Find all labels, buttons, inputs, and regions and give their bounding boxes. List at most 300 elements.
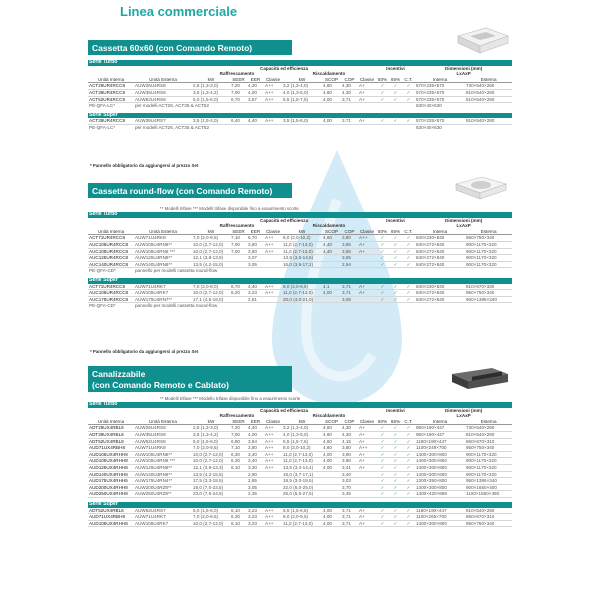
table-cell: A+ [358, 431, 376, 438]
group-heating: Riscaldamento [312, 71, 346, 77]
table-cell: 7,20 [230, 425, 247, 432]
table-cell [230, 255, 247, 262]
check-icon: ✓ [402, 520, 415, 527]
table-cell: 4,15 [341, 438, 358, 445]
table-cell: 6,20 [230, 290, 247, 297]
table-cell [358, 255, 376, 262]
table-cell: 840×272×840 [415, 248, 465, 255]
outdoor-unit-cell: AUW71U4RK7 [134, 514, 192, 521]
check-icon: ✓ [376, 89, 389, 96]
indoor-unit-cell: ACT35UR4RCC8 [88, 89, 134, 96]
check-icon: ✓ [376, 235, 389, 242]
table-cell: 1100×265×700 [415, 514, 465, 521]
col-header: COP [341, 419, 358, 425]
table-cell: A++ [264, 425, 282, 432]
indoor-unit-cell: AUD105UX4RHH8 [88, 520, 134, 527]
table-cell: A+ [358, 438, 376, 445]
table-cell: 3,71 [341, 508, 358, 514]
table-cell: 12,1 (3,9-13,3) [192, 464, 230, 471]
table-cell: 2,94 [341, 261, 358, 268]
col-header: Unità Interna [88, 229, 134, 235]
table-cell: 23,0 (7,5-24,5) [192, 491, 230, 498]
check-icon: ✓ [376, 520, 389, 527]
table-cell: 12,1 (3,8-13,9) [192, 255, 230, 262]
table-cell: 730×540×260 [465, 83, 512, 90]
check-icon: ✓ [402, 425, 415, 432]
table-cell: 4,60 [322, 235, 341, 242]
col-header: Classe [359, 228, 375, 234]
table-cell: 11,0 (2,7-13,0) [282, 520, 322, 527]
indoor-unit-cell: ACT35UR4RCC8 [88, 118, 134, 124]
indoor-unit-cell: AUC140UR4RCC8 [88, 261, 134, 268]
col-header: SCOP [322, 229, 341, 235]
group-incentives: Incentivi [386, 65, 405, 71]
table-cell [230, 491, 247, 498]
spec-table [88, 212, 512, 309]
table-cell: 4,00 [247, 431, 264, 438]
table-row [88, 445, 512, 452]
panel-note: pannello per modelli cassetta round-flow [135, 268, 218, 274]
table-cell: 5,0 (1,5-6,0) [192, 508, 230, 514]
table-cell [264, 484, 282, 491]
check-icon: ✓ [402, 290, 415, 297]
check-icon: ✓ [376, 451, 389, 458]
table-cell: 730×540×260 [465, 425, 512, 432]
col-header: SCOP [322, 77, 341, 83]
table-cell: 4,30 [341, 431, 358, 438]
table-row [88, 484, 512, 491]
table-cell: 18,5 (3,0-19,5) [282, 478, 322, 485]
section-banner: Canalizzabile (con Comando Remoto e Cablato) [88, 366, 292, 392]
check-icon: ✓ [389, 83, 402, 90]
table-cell: 1300×350×800 [415, 478, 465, 485]
col-header: Interna [415, 419, 465, 425]
outdoor-unit-cell: AUW105U4RK7 [134, 520, 192, 527]
col-header: Classe [265, 76, 281, 82]
indoor-unit-cell: AUD71UX4RBH8 [88, 445, 134, 452]
table-cell: 900×1386×340 [465, 296, 512, 303]
series-title: Serie Turbo [88, 60, 512, 66]
check-icon: ✓ [402, 83, 415, 90]
indoor-unit-cell: AUD140UX4RHH8 [88, 471, 134, 478]
group-capacity: Capacità ed efficienza [260, 65, 308, 71]
table-cell: 3,71 [341, 520, 358, 527]
table-cell: 6,70 [230, 284, 247, 290]
table-cell: 7,00 [230, 89, 247, 96]
check-icon: ✓ [402, 431, 415, 438]
table-cell: 860×670×310 [465, 438, 512, 445]
check-icon: ✓ [402, 484, 415, 491]
table-cell: A+ [358, 83, 376, 90]
group-cooling: Raffrescamento [219, 223, 255, 229]
table-cell: 3,05 [247, 261, 264, 268]
check-icon: ✓ [376, 290, 389, 297]
table-cell: 3,80 [341, 235, 358, 242]
check-icon: ✓ [402, 451, 415, 458]
col-header: EER [247, 419, 264, 425]
table-cell: 3,80 [247, 241, 264, 248]
table-cell: 3,5 (1,3-4,2) [192, 431, 230, 438]
table-cell [264, 491, 282, 498]
table-cell: 6,30 [230, 514, 247, 521]
table-cell: 3,71 [341, 96, 358, 103]
table-cell: 900×1170×320 [465, 451, 512, 458]
table-cell: 7,20 [230, 83, 247, 90]
table-cell: 3,41 [341, 464, 358, 471]
table-cell [322, 491, 341, 498]
col-header: C.T. [402, 229, 415, 235]
group-capacity: Capacità ed efficienza [260, 217, 308, 223]
table-cell: 3,80 [247, 248, 264, 255]
check-icon: ✓ [376, 484, 389, 491]
table-cell: 13,5 (3,4-14,4) [282, 464, 322, 471]
check-icon: ✓ [376, 478, 389, 485]
indoor-unit-cell: AUD105UX4RHH8 [88, 458, 134, 465]
col-header: Esterna [465, 229, 512, 235]
table-cell: A++ [264, 445, 282, 452]
table-cell: 950×190×447 [415, 425, 465, 432]
table-cell: 3,2 (1,3-4,0) [282, 425, 322, 432]
table-cell: A++ [264, 458, 282, 465]
table-cell: 4,0 (1,3-5,0) [282, 431, 322, 438]
table-cell: 8,0 (2,0-9,5) [282, 514, 322, 521]
indoor-unit-cell: AUC105UR4RCC8 [88, 290, 134, 297]
col-header: SCOP [322, 419, 341, 425]
table-cell: 6,80 [230, 438, 247, 445]
col-header: 65% [390, 76, 401, 82]
table-cell: 3,5 (1,5-6,0) [282, 118, 322, 124]
table-cell: 3,40 [247, 451, 264, 458]
table-cell: 10,0 (2,7-12,0) [192, 248, 230, 255]
table-cell: 3,65 [341, 255, 358, 262]
check-icon: ✓ [402, 464, 415, 471]
check-icon: ✓ [376, 514, 389, 521]
outdoor-unit-cell: AUW71U4RK7 [134, 284, 192, 290]
table-cell: 13,5 (3,5-14,5) [282, 255, 322, 262]
table-cell: 1400×300×800 [415, 484, 465, 491]
section-banner: Cassetta round-flow (con Comando Remoto) [88, 183, 292, 198]
table-cell [358, 491, 376, 498]
table-cell: 4,00 [247, 89, 264, 96]
table-row [88, 89, 512, 96]
table-row [88, 255, 512, 262]
table-cell: 7,10 [230, 235, 247, 242]
table-cell: 3,30 [247, 464, 264, 471]
panel-size: 630×40×630 [416, 124, 442, 130]
table-cell: 4,00 [322, 451, 341, 458]
table-cell: 3,80 [341, 445, 358, 452]
table-cell: 17,5 (3,3-18,5) [192, 478, 230, 485]
table-row [88, 425, 512, 432]
table-cell: 4,1 [322, 284, 341, 290]
table-row [88, 296, 512, 303]
check-icon: ✓ [389, 478, 402, 485]
table-cell: 4,30 [341, 425, 358, 432]
table-cell: 1400×300×800 [415, 458, 465, 465]
table-cell: 810×540×280 [465, 508, 512, 514]
table-cell: 5,5 (1,5-6,5) [282, 508, 322, 514]
page-title: Linea commerciale [120, 4, 238, 19]
table-cell: 810×670×330 [465, 284, 512, 290]
table-cell [358, 261, 376, 268]
table-cell: 3,80 [341, 458, 358, 465]
table-cell: A+ [358, 425, 376, 432]
col-header: Classe [265, 418, 281, 424]
table-cell: 3,45 [341, 491, 358, 498]
check-icon: ✓ [389, 89, 402, 96]
col-header: EER [247, 229, 264, 235]
table-cell: A+ [358, 520, 376, 527]
table-cell: 11,0 (2,7-13,0) [282, 451, 322, 458]
check-icon: ✓ [402, 284, 415, 290]
check-icon: ✓ [389, 290, 402, 297]
table-cell [264, 296, 282, 303]
table-cell [358, 484, 376, 491]
col-header: Unità Esterna [134, 77, 192, 83]
table-cell: 6,10 [230, 520, 247, 527]
table-cell: 900×1170×320 [465, 241, 512, 248]
table-cell: A++ [358, 235, 376, 242]
table-cell: A++ [264, 520, 282, 527]
table-cell: A++ [264, 514, 282, 521]
check-icon: ✓ [402, 445, 415, 452]
outdoor-unit-cell: AUW52U4RS7 [134, 508, 192, 514]
check-icon: ✓ [389, 235, 402, 242]
table-cell: 3,70 [341, 484, 358, 491]
check-icon: ✓ [376, 284, 389, 290]
table-cell: 4,40 [247, 425, 264, 432]
table-cell: 840×230×840 [415, 284, 465, 290]
table-cell: 1100×1650×390 [465, 491, 512, 498]
indoor-unit-cell: AUD175UX4RHH5 [88, 478, 134, 485]
spec-table [88, 402, 512, 527]
table-cell: 4,00 [322, 96, 341, 103]
table-cell: 900×1170×320 [465, 255, 512, 262]
table-cell [322, 296, 341, 303]
table-row [88, 431, 512, 438]
table-cell: 7,0 (2,0-9,5) [192, 445, 230, 452]
table-cell: 11,0 (2,7-13,0) [282, 248, 322, 255]
indoor-unit-cell: AUD105UX4RHH8 [88, 451, 134, 458]
series-title: Serie Super [88, 278, 512, 284]
table-cell: 6,10 [230, 464, 247, 471]
table-cell: A+ [358, 514, 376, 521]
table-cell: 1180×190×447 [415, 438, 465, 445]
check-icon: ✓ [402, 458, 415, 465]
table-cell [264, 478, 282, 485]
table-cell [230, 484, 247, 491]
panel-size: 630×40×630 [416, 103, 442, 109]
table-cell: 950×190×447 [415, 431, 465, 438]
table-cell [322, 484, 341, 491]
table-cell: 3,07 [247, 255, 264, 262]
check-icon: ✓ [389, 296, 402, 303]
table-cell: A+ [358, 96, 376, 103]
check-icon: ✓ [389, 261, 402, 268]
check-icon: ✓ [402, 261, 415, 268]
table-cell [264, 261, 282, 268]
table-cell: 4,00 [322, 458, 341, 465]
panel-code: PE-QFA-CD* [89, 303, 116, 309]
table-row [88, 458, 512, 465]
table-cell: 7,00 [230, 431, 247, 438]
table-cell: 3,80 [247, 445, 264, 452]
col-header: EER [247, 77, 264, 83]
group-cooling: Raffrescamento [219, 71, 255, 77]
group-capacity: Capacità ed efficienza [260, 407, 308, 413]
check-icon: ✓ [376, 255, 389, 262]
col-header: SEER [230, 419, 247, 425]
outdoor-unit-cell: AUW52U4RS8 [134, 96, 192, 103]
check-icon: ✓ [376, 296, 389, 303]
table-cell: 4,30 [341, 89, 358, 96]
outdoor-unit-cell: AUW52U4RS8 [134, 438, 192, 445]
panel-code: PE-QFA-LC* [89, 124, 116, 130]
table-cell: 5,0 (1,5-6,0) [192, 438, 230, 445]
outdoor-unit-cell: AUW26U4RS8 [134, 425, 192, 432]
table-cell: 4,40 [247, 284, 264, 290]
check-icon: ✓ [376, 458, 389, 465]
round-flow-unit-image [450, 172, 510, 204]
section-banner: Cassetta 60x60 (con Comando Remoto) [88, 40, 292, 55]
table-cell: A++ [264, 241, 282, 248]
col-header: Classe [265, 228, 281, 234]
indoor-unit-cell: AUD250UX4RHH8 [88, 491, 134, 498]
check-icon: ✓ [376, 464, 389, 471]
table-cell: 2,35 [247, 491, 264, 498]
check-icon: ✓ [389, 425, 402, 432]
group-heating: Riscaldamento [312, 223, 346, 229]
table-cell: A+ [358, 464, 376, 471]
table-cell: 900×1170×320 [465, 458, 512, 465]
table-cell: 25,0 (6,5-27,5) [282, 491, 322, 498]
table-cell: 570×235×570 [415, 89, 465, 96]
indoor-unit-cell: AUD71UX4RBH8 [88, 514, 134, 521]
col-header: kW [282, 419, 322, 425]
table-cell: A++ [264, 451, 282, 458]
table-cell: 13,5 (4,2-15,0) [192, 261, 230, 268]
check-icon: ✓ [376, 96, 389, 103]
check-icon: ✓ [376, 431, 389, 438]
spec-table [88, 60, 512, 131]
group-dimensions: Dimensioni (mm) [444, 217, 483, 223]
indoor-unit-cell: AUD200UX4RHH8 [88, 484, 134, 491]
table-cell: 950×1386×340 [465, 478, 512, 485]
check-icon: ✓ [389, 451, 402, 458]
check-icon: ✓ [376, 83, 389, 90]
check-icon: ✓ [402, 491, 415, 498]
table-cell: 5,0 (1,5-6,0) [192, 96, 230, 103]
table-cell: 900×1650×400 [465, 484, 512, 491]
table-cell [230, 261, 247, 268]
outdoor-unit-cell: AUW26U4RS8 [134, 83, 192, 90]
table-cell: 6,10 [230, 508, 247, 514]
table-cell: A++ [264, 248, 282, 255]
table-cell: 6,30 [230, 451, 247, 458]
col-header: Esterna [465, 77, 512, 83]
table-cell: 3,71 [341, 284, 358, 290]
legend-note: ** Modelli trifase *** Modello trifase disponibile fino a esaurimento scorte [160, 396, 301, 401]
check-icon: ✓ [389, 520, 402, 527]
series-title: Serie Turbo [88, 212, 512, 218]
table-cell: 4,00 [322, 290, 341, 297]
table-cell [322, 255, 341, 262]
table-cell: 4,00 [322, 118, 341, 124]
table-row [88, 261, 512, 268]
outdoor-unit-cell: AUW140U4RN8** [134, 261, 192, 268]
outdoor-unit-cell: AUW35U4RS8 [134, 431, 192, 438]
col-header: Unità Esterna [134, 419, 192, 425]
table-cell: A++ [264, 235, 282, 242]
panel-note: per modelli ACT26, ACT35 & ACT52 [135, 124, 210, 130]
indoor-unit-cell: AUD125UX4RHH8 [88, 464, 134, 471]
check-icon: ✓ [402, 89, 415, 96]
group-dim-sub: LxAxP [456, 223, 471, 229]
table-cell: 1400×300×800 [415, 471, 465, 478]
table-cell: 7,0 (2,0-8,0) [192, 284, 230, 290]
check-icon: ✓ [402, 296, 415, 303]
table-cell: A+ [358, 451, 376, 458]
table-row [88, 471, 512, 478]
table-cell: 900×1170×320 [465, 248, 512, 255]
panel-code: PE-QFA-CD* [89, 268, 116, 274]
group-cooling: Raffrescamento [219, 413, 255, 419]
outdoor-unit-cell: AUW71U4RK8 [134, 235, 192, 242]
table-cell: 17,1 (4,5-18,0) [192, 296, 230, 303]
check-icon: ✓ [389, 445, 402, 452]
table-cell: 6,0 (2,0-10,2) [282, 235, 322, 242]
col-header: C.T. [402, 77, 415, 83]
table-cell: 3,5 (1,3-4,2) [192, 89, 230, 96]
table-cell: 3,2 (1,3-4,0) [282, 83, 322, 90]
table-cell: A+ [358, 118, 376, 124]
indoor-unit-cell: ACT52UR4RCC8 [88, 96, 134, 103]
table-cell: 4,60 [322, 438, 341, 445]
table-cell: 860×670×310 [465, 514, 512, 521]
ducted-unit-image [448, 364, 512, 394]
col-header: kW [192, 419, 230, 425]
indoor-unit-cell: AUC105UR4RCC8 [88, 248, 134, 255]
table-cell: A++ [358, 445, 376, 452]
table-cell: 840×272×840 [415, 241, 465, 248]
table-cell: 3,23 [247, 508, 264, 514]
table-cell: 10,0 (2,7-12,0) [192, 241, 230, 248]
check-icon: ✓ [389, 458, 402, 465]
check-icon: ✓ [376, 241, 389, 248]
check-icon: ✓ [376, 248, 389, 255]
table-cell: 3,23 [247, 290, 264, 297]
table-cell [322, 478, 341, 485]
table-cell: 7,10 [230, 445, 247, 452]
group-heating: Riscaldamento [312, 413, 346, 419]
panel-note: per modelli ACT26, ACT35 & ACT52 [135, 103, 210, 109]
table-cell: 3,05 [341, 296, 358, 303]
table-cell: 4,00 [322, 508, 341, 514]
col-header: 65% [390, 418, 401, 424]
table-cell: 950×750×340 [465, 520, 512, 527]
col-header: Unità Esterna [134, 229, 192, 235]
col-header: kW [282, 229, 322, 235]
check-icon: ✓ [402, 438, 415, 445]
footnote: * Pannello obbligatorio da aggiungersi al prezzo Set [90, 349, 199, 354]
table-cell: 1400×300×800 [415, 451, 465, 458]
check-icon: ✓ [402, 235, 415, 242]
table-row [88, 464, 512, 471]
series-title: Serie Super [88, 113, 512, 119]
table-cell: 4,40 [247, 118, 264, 124]
col-header: 50% [377, 228, 388, 234]
table-cell: 5,5 (1,5-7,5) [282, 96, 322, 103]
